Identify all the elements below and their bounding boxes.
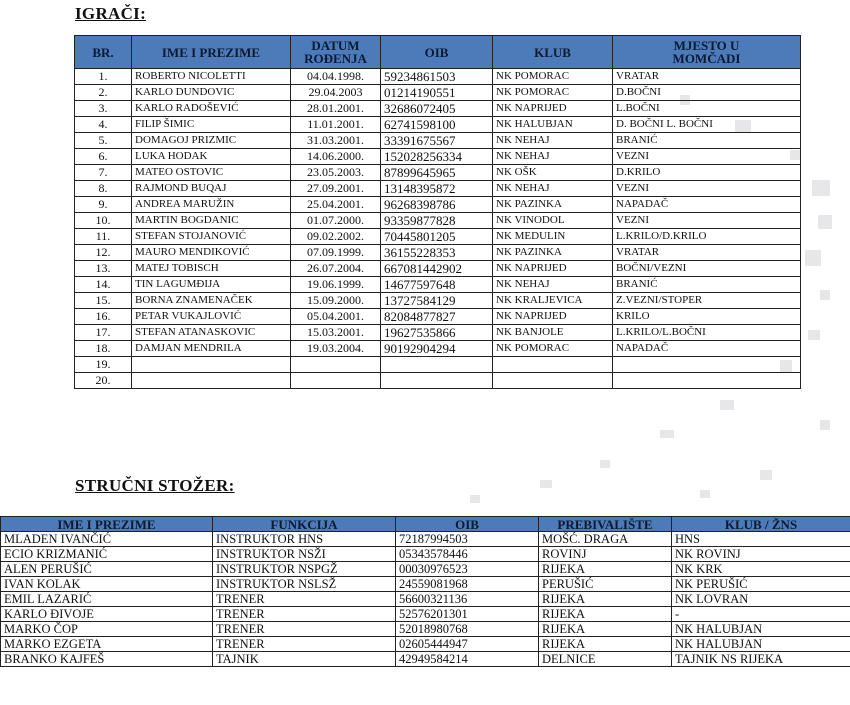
player-oib-cell: 32686072405 [381, 101, 493, 117]
table-row [75, 165, 801, 181]
player-position-cell: D.KRILO [613, 165, 801, 181]
player-oib-cell: 14677597648 [381, 277, 493, 293]
staff-oib-cell: 05343578446 [396, 547, 539, 562]
table-row [1, 607, 850, 622]
player-dob-cell: 15.09.2000. [291, 293, 381, 309]
table-row [75, 69, 801, 85]
table-row [1, 592, 850, 607]
player-oib-cell: 93359877828 [381, 213, 493, 229]
staff-club-cell: - [672, 607, 850, 622]
table-row [75, 309, 801, 325]
table-row [75, 341, 801, 357]
player-oib-cell: 19627535866 [381, 325, 493, 341]
staff-residence-cell: MOŠĆ. DRAGA [539, 532, 672, 547]
table-row [75, 357, 801, 373]
player-dob-cell: 19.06.1999. [291, 277, 381, 293]
player-position-cell: L.KRILO/D.KRILO [613, 229, 801, 245]
player-name-cell: STEFAN ATANASKOVIC [132, 325, 291, 341]
player-position-cell: NAPADAČ [613, 341, 801, 357]
header-dob: DATUM ROĐENJA [291, 36, 381, 69]
player-name-cell: ANDREA MARUŽIN [132, 197, 291, 213]
staff-oib-cell: 52576201301 [396, 607, 539, 622]
player-club-cell: NK NEHAJ [493, 149, 613, 165]
table-row [75, 85, 801, 101]
player-name-cell: FILIP ŠIMIC [132, 117, 291, 133]
player-dob-cell: 19.03.2004. [291, 341, 381, 357]
player-name-cell: MARTIN BOGDANIC [132, 213, 291, 229]
player-position-cell: BOČNI/VEZNI [613, 261, 801, 277]
staff-function-cell: INSTRUKTOR HNS [213, 532, 396, 547]
header-name: IME I PREZIME [132, 36, 291, 69]
staff-name-cell: EMIL LAZARIĆ [1, 592, 213, 607]
player-position-cell [613, 357, 801, 373]
player-name-cell: BORNA ZNAMENAČEK [132, 293, 291, 309]
player-oib-cell: 667081442902 [381, 261, 493, 277]
player-position-cell: KRILO [613, 309, 801, 325]
player-position-cell: VEZNI [613, 149, 801, 165]
staff-residence-cell: ROVINJ [539, 547, 672, 562]
player-club-cell: NK NEHAJ [493, 133, 613, 149]
player-position-cell [613, 373, 801, 389]
staff-club-cell: NK LOVRAN [672, 592, 850, 607]
player-dob-cell: 31.03.2001. [291, 133, 381, 149]
table-row [1, 562, 850, 577]
staff-oib-cell: 02605444947 [396, 637, 539, 652]
player-oib-cell: 82084877827 [381, 309, 493, 325]
player-name-cell: KARLO DUNDOVIC [132, 85, 291, 101]
player-position-cell: NAPADAČ [613, 197, 801, 213]
player-number-cell: 10. [75, 213, 132, 229]
table-row [1, 637, 850, 652]
player-position-cell: VEZNI [613, 181, 801, 197]
player-dob-cell [291, 357, 381, 373]
staff-header-function: FUNKCIJA [213, 517, 396, 532]
player-club-cell: NK POMORAC [493, 69, 613, 85]
player-position-cell: Z.VEZNI/STOPER [613, 293, 801, 309]
staff-name-cell: MLADEN IVANČIĆ [1, 532, 213, 547]
staff-function-cell: TAJNIK [213, 652, 396, 667]
player-name-cell: KARLO RADOŠEVIĆ [132, 101, 291, 117]
table-row [1, 622, 850, 637]
table-row [75, 197, 801, 213]
staff-residence-cell: RIJEKA [539, 562, 672, 577]
player-dob-cell: 09.02.2002. [291, 229, 381, 245]
table-row [75, 149, 801, 165]
player-club-cell: NK POMORAC [493, 85, 613, 101]
player-position-cell: L.KRILO/L.BOČNI [613, 325, 801, 341]
table-row [75, 277, 801, 293]
staff-oib-cell: 24559081968 [396, 577, 539, 592]
player-name-cell [132, 357, 291, 373]
staff-oib-cell: 42949584214 [396, 652, 539, 667]
staff-header-club: KLUB / ŽNS [672, 517, 850, 532]
player-dob-cell: 07.09.1999. [291, 245, 381, 261]
staff-heading: STRUČNI STOŽER: [75, 476, 235, 495]
player-club-cell: NK OŠK [493, 165, 613, 181]
table-row [75, 373, 801, 389]
table-row [75, 261, 801, 277]
player-dob-cell: 04.04.1998. [291, 69, 381, 85]
players-heading: IGRAČI: [75, 4, 147, 23]
table-row [75, 325, 801, 341]
staff-header-residence: PREBIVALIŠTE [539, 517, 672, 532]
player-dob-cell: 25.04.2001. [291, 197, 381, 213]
player-number-cell: 11. [75, 229, 132, 245]
player-dob-cell: 29.04.2003 [291, 85, 381, 101]
player-number-cell: 7. [75, 165, 132, 181]
player-number-cell: 18. [75, 341, 132, 357]
player-dob-cell: 11.01.2001. [291, 117, 381, 133]
header-br: BR. [75, 36, 132, 69]
player-dob-cell [291, 373, 381, 389]
player-name-cell [132, 373, 291, 389]
staff-residence-cell: DELNICE [539, 652, 672, 667]
table-row [75, 213, 801, 229]
player-number-cell: 12. [75, 245, 132, 261]
player-number-cell: 16. [75, 309, 132, 325]
player-name-cell: MATEJ TOBISCH [132, 261, 291, 277]
player-club-cell: NK MEDULIN [493, 229, 613, 245]
player-number-cell: 15. [75, 293, 132, 309]
player-number-cell: 1. [75, 69, 132, 85]
table-row [75, 133, 801, 149]
staff-club-cell: TAJNIK NS RIJEKA [672, 652, 850, 667]
player-dob-cell: 01.07.2000. [291, 213, 381, 229]
player-dob-cell: 15.03.2001. [291, 325, 381, 341]
player-oib-cell: 152028256334 [381, 149, 493, 165]
player-dob-cell: 14.06.2000. [291, 149, 381, 165]
player-oib-cell: 59234861503 [381, 69, 493, 85]
player-number-cell: 14. [75, 277, 132, 293]
table-row [75, 229, 801, 245]
player-club-cell: NK PAZINKA [493, 245, 613, 261]
player-position-cell: VEZNI [613, 213, 801, 229]
staff-name-cell: KARLO ĐIVOJE [1, 607, 213, 622]
staff-residence-cell: PERUŠIĆ [539, 577, 672, 592]
player-name-cell: TIN LAGUMĐIJA [132, 277, 291, 293]
player-position-cell: BRANIĆ [613, 277, 801, 293]
player-position-cell: D.BOČNI [613, 85, 801, 101]
player-club-cell: NK PAZINKA [493, 197, 613, 213]
staff-header-oib: OIB [396, 517, 539, 532]
player-number-cell: 13. [75, 261, 132, 277]
player-club-cell: NK VINODOL [493, 213, 613, 229]
player-oib-cell: 33391675567 [381, 133, 493, 149]
player-dob-cell: 23.05.2003. [291, 165, 381, 181]
player-number-cell: 20. [75, 373, 132, 389]
player-position-cell: VRATAR [613, 245, 801, 261]
staff-oib-cell: 56600321136 [396, 592, 539, 607]
player-number-cell: 9. [75, 197, 132, 213]
player-number-cell: 8. [75, 181, 132, 197]
player-oib-cell: 96268398786 [381, 197, 493, 213]
table-row [1, 652, 850, 667]
player-number-cell: 19. [75, 357, 132, 373]
player-oib-cell [381, 373, 493, 389]
player-oib-cell: 13148395872 [381, 181, 493, 197]
player-number-cell: 5. [75, 133, 132, 149]
staff-oib-cell: 52018980768 [396, 622, 539, 637]
staff-name-cell: IVAN KOLAK [1, 577, 213, 592]
player-club-cell: NK NEHAJ [493, 181, 613, 197]
player-dob-cell: 05.04.2001. [291, 309, 381, 325]
player-name-cell: DAMJAN MENDRILA [132, 341, 291, 357]
player-club-cell: NK NAPRIJED [493, 101, 613, 117]
player-name-cell: MATEO OSTOVIC [132, 165, 291, 181]
player-number-cell: 3. [75, 101, 132, 117]
table-row [1, 577, 850, 592]
staff-name-cell: ALEN PERUŠIĆ [1, 562, 213, 577]
table-row [1, 532, 850, 547]
player-club-cell: NK NAPRIJED [493, 309, 613, 325]
staff-residence-cell: RIJEKA [539, 637, 672, 652]
staff-club-cell: NK KRK [672, 562, 850, 577]
staff-oib-cell: 72187994503 [396, 532, 539, 547]
staff-function-cell: TRENER [213, 637, 396, 652]
player-dob-cell: 27.09.2001. [291, 181, 381, 197]
player-name-cell: DOMAGOJ PRIZMIC [132, 133, 291, 149]
player-name-cell: LUKA HODAK [132, 149, 291, 165]
staff-club-cell: NK HALUBJAN [672, 622, 850, 637]
player-number-cell: 4. [75, 117, 132, 133]
player-oib-cell: 70445801205 [381, 229, 493, 245]
player-name-cell: MAURO MENDIKOVIĆ [132, 245, 291, 261]
player-oib-cell: 13727584129 [381, 293, 493, 309]
staff-name-cell: BRANKO KAJFEŠ [1, 652, 213, 667]
player-position-cell: BRANIĆ [613, 133, 801, 149]
player-name-cell: ROBERTO NICOLETTI [132, 69, 291, 85]
player-oib-cell: 87899645965 [381, 165, 493, 181]
player-club-cell [493, 357, 613, 373]
player-club-cell: NK POMORAC [493, 341, 613, 357]
player-number-cell: 2. [75, 85, 132, 101]
player-name-cell: STEFAN STOJANOVIĆ [132, 229, 291, 245]
header-position: MJESTO U MOMČADI [613, 36, 801, 69]
table-row [75, 117, 801, 133]
player-club-cell: NK KRALJEVICA [493, 293, 613, 309]
staff-name-cell: ECIO KRIZMANIĆ [1, 547, 213, 562]
staff-residence-cell: RIJEKA [539, 592, 672, 607]
staff-residence-cell: RIJEKA [539, 607, 672, 622]
staff-function-cell: INSTRUKTOR NSPGŽ [213, 562, 396, 577]
staff-table [0, 516, 850, 667]
player-oib-cell [381, 357, 493, 373]
player-position-cell: L.BOČNI [613, 101, 801, 117]
player-club-cell: NK NAPRIJED [493, 261, 613, 277]
staff-name-cell: MARKO ČOP [1, 622, 213, 637]
player-oib-cell: 01214190551 [381, 85, 493, 101]
table-row [75, 101, 801, 117]
player-position-cell: VRATAR [613, 69, 801, 85]
staff-function-cell: INSTRUKTOR NSLSŽ [213, 577, 396, 592]
player-oib-cell: 36155228353 [381, 245, 493, 261]
staff-oib-cell: 00030976523 [396, 562, 539, 577]
player-club-cell: NK NEHAJ [493, 277, 613, 293]
player-position-cell: D. BOČNI L. BOČNI [613, 117, 801, 133]
staff-club-cell: NK ROVINJ [672, 547, 850, 562]
player-dob-cell: 26.07.2004. [291, 261, 381, 277]
staff-function-cell: TRENER [213, 592, 396, 607]
player-dob-cell: 28.01.2001. [291, 101, 381, 117]
table-row [75, 245, 801, 261]
player-name-cell: RAJMOND BUQAJ [132, 181, 291, 197]
header-oib: OIB [381, 36, 493, 69]
staff-residence-cell: RIJEKA [539, 622, 672, 637]
header-club: KLUB [493, 36, 613, 69]
players-table [74, 35, 801, 389]
staff-header-name: IME I PREZIME [1, 517, 213, 532]
staff-club-cell: NK PERUŠIĆ [672, 577, 850, 592]
player-number-cell: 17. [75, 325, 132, 341]
table-row [75, 293, 801, 309]
staff-function-cell: TRENER [213, 607, 396, 622]
table-row [1, 547, 850, 562]
player-oib-cell: 62741598100 [381, 117, 493, 133]
staff-function-cell: INSTRUKTOR NSŽI [213, 547, 396, 562]
player-name-cell: PETAR VUKAJLOVIĆ [132, 309, 291, 325]
player-club-cell [493, 373, 613, 389]
player-club-cell: NK BANJOLE [493, 325, 613, 341]
staff-header-row [1, 517, 850, 532]
table-row [75, 181, 801, 197]
players-header-row [75, 36, 801, 69]
staff-function-cell: TRENER [213, 622, 396, 637]
staff-name-cell: MARKO EZGETA [1, 637, 213, 652]
player-oib-cell: 90192904294 [381, 341, 493, 357]
staff-club-cell: HNS [672, 532, 850, 547]
staff-club-cell: NK HALUBJAN [672, 637, 850, 652]
player-club-cell: NK HALUBJAN [493, 117, 613, 133]
player-number-cell: 6. [75, 149, 132, 165]
